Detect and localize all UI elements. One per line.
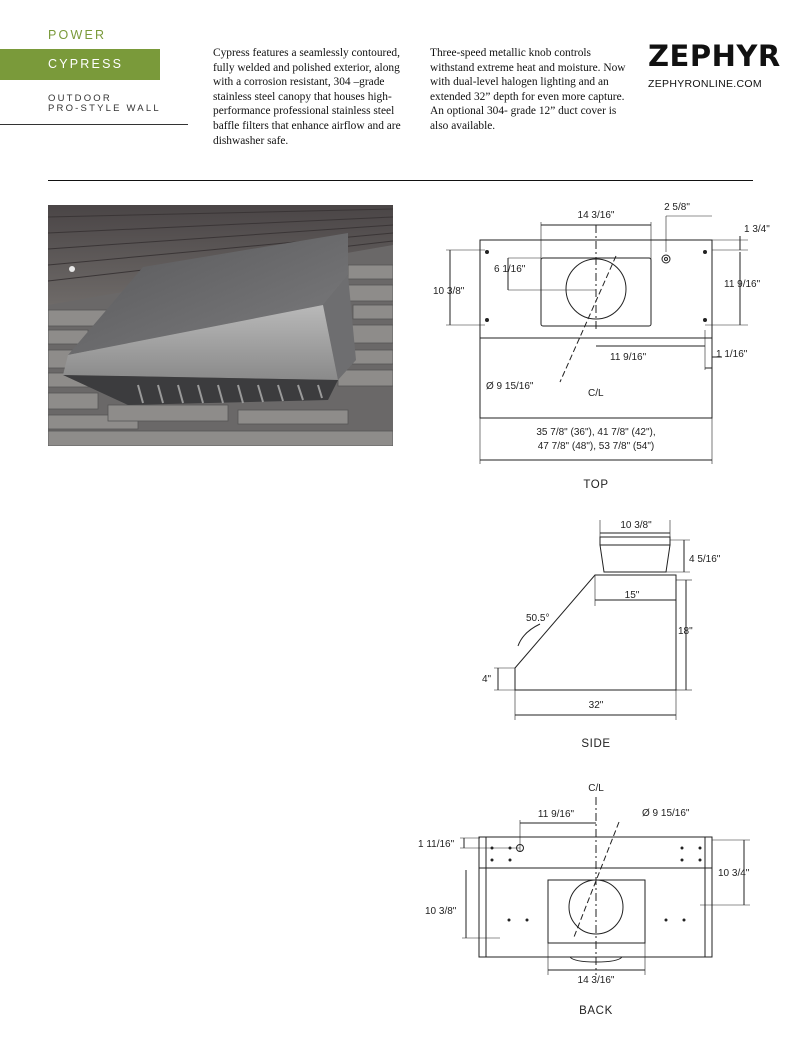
- description-column-2: Three-speed metallic knob controls withstand extreme heat and moisture. Now with dual-level halogen lighting and an extended 32” depth for even more capture. An optional 304- grade 12” duct cover is also available.: [430, 47, 626, 132]
- side-dim-angle: 50.5°: [526, 613, 550, 624]
- side-outline: [515, 575, 676, 690]
- back-view-label: BACK: [579, 1005, 613, 1017]
- side-dim-height: 18": [678, 626, 693, 637]
- side-dim-collar-height: 4 5/16": [689, 554, 721, 565]
- back-centerline-label: C/L: [588, 783, 604, 794]
- back-dim-top-hole: 1 11/16": [418, 839, 455, 850]
- back-dim-duct-diameter: Ø 9 15/16": [642, 808, 690, 819]
- top-dim-depth-right: 11 9/16": [724, 279, 761, 290]
- top-dim-edge-right: 1 3/4": [744, 224, 770, 235]
- side-dim-depth: 32": [588, 700, 604, 711]
- subtitle-line-2: PRO-STYLE WALL: [48, 103, 161, 114]
- top-dim-duct-depth: 6 1/16": [494, 264, 526, 275]
- top-dim-knob-offset: 2 5/8": [664, 202, 690, 213]
- top-dim-bottom-right: 1 1/16": [716, 349, 748, 360]
- subtitle-line-1: OUTDOOR: [48, 93, 112, 104]
- top-width-line-1: 35 7/8" (36"), 41 7/8" (42"),: [536, 427, 656, 438]
- brand-logo: ZEPHYR: [648, 39, 781, 73]
- back-dim-right-height: 10 3/4": [718, 868, 750, 879]
- back-view-drawing: [460, 797, 750, 975]
- top-view-label: TOP: [583, 479, 609, 491]
- back-dim-center-offset: 11 9/16": [537, 809, 575, 820]
- model-name: CYPRESS: [48, 57, 124, 71]
- side-dim-front: 4": [482, 674, 492, 685]
- back-dim-duct-width: 14 3/16": [577, 975, 615, 986]
- side-dim-top-depth: 15": [624, 590, 640, 601]
- side-view-drawing: [494, 520, 692, 720]
- description-column-1: Cypress features a seamlessly contoured, fully welded and polished exterior, along with a corrosion resistant, 304 –grade stainless steel canopy that houses high-performance professional stainless steel baffle filters that enhance airflow and are dishwasher safe.: [213, 47, 401, 147]
- side-view-label: SIDE: [581, 738, 611, 750]
- top-dim-duct-width: 14 3/16": [577, 210, 615, 221]
- top-dim-center-offset: 11 9/16": [610, 352, 647, 363]
- brand-url: ZEPHYRONLINE.COM: [648, 78, 762, 90]
- side-dim-collar-width: 10 3/8": [620, 520, 652, 531]
- top-width-line-2: 47 7/8" (48"), 53 7/8" (54"): [537, 441, 655, 452]
- top-dim-depth-left: 10 3/8": [433, 286, 465, 297]
- back-dim-left-height: 10 3/8": [425, 906, 457, 917]
- top-dim-duct-diameter: Ø 9 15/16": [486, 381, 534, 392]
- category-label: POWER: [48, 28, 107, 42]
- top-centerline-label: C/L: [588, 388, 604, 399]
